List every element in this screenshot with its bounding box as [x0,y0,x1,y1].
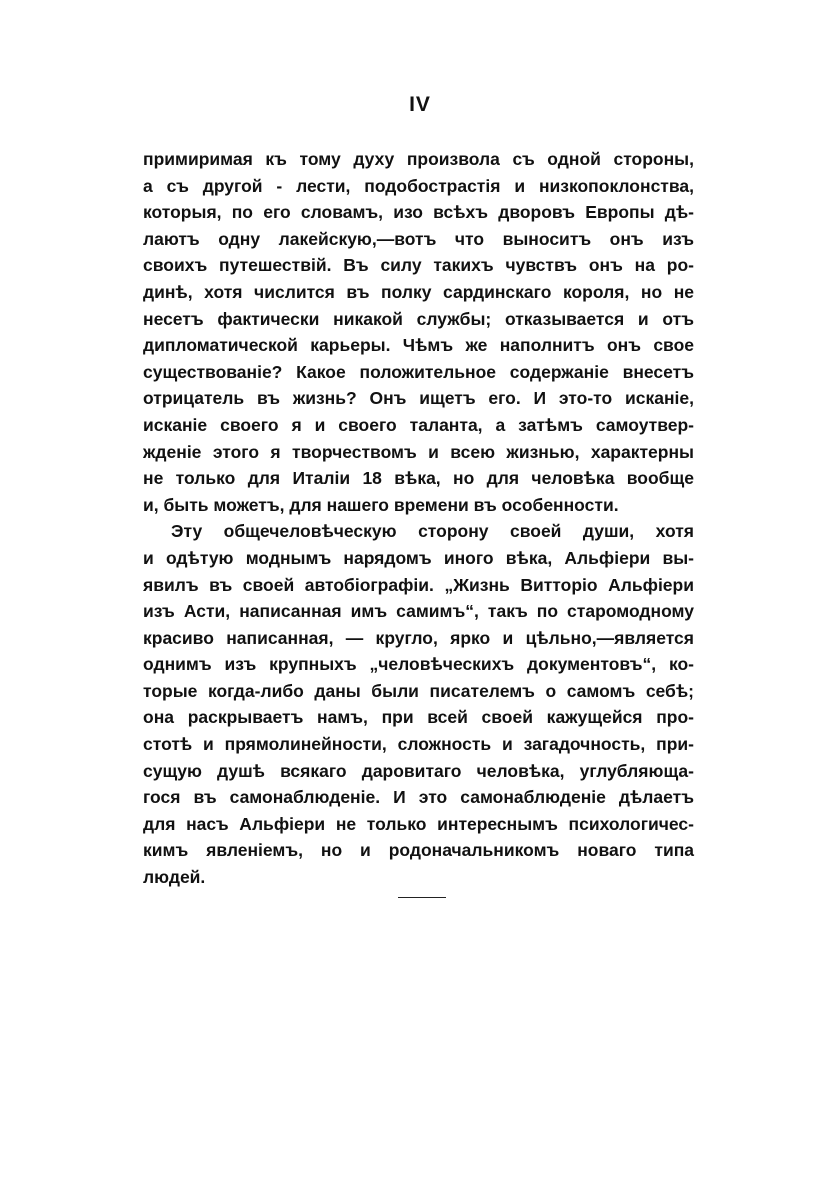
text-line: изъ Асти, написанная имъ самимъ“, такъ по старомодному [143,601,694,622]
text-line: а съ другой - лести, подобострастія и низкопоклонства, [143,175,694,196]
text-line: исканіе своего я и своего таланта, а затѣмъ самоутвер- [143,414,694,435]
text-line: и, быть можетъ, для нашего времени въ особенности. [143,494,619,515]
text-line: красиво написанная, — кругло, ярко и цѣльно,—является [143,627,694,648]
text-line: и одѣтую моднымъ нарядомъ иного вѣка, Альфіери вы- [143,547,694,568]
section-divider [398,897,446,898]
text-line: которыя, по его словамъ, изо всѣхъ дворовъ Европы дѣ- [143,202,694,223]
body-text [143,146,694,891]
text-line: торые когда-либо даны были писателемъ о самомъ себѣ; [143,680,694,701]
text-line: существованіе? Какое положительное содержаніе внесетъ [143,361,694,382]
text-line: своихъ путешествій. Въ силу такихъ чувствъ онъ на ро- [143,255,694,276]
text-line: динѣ, хотя числится въ полку сардинскаго короля, но не [143,281,694,302]
text-line: людей. [143,867,206,888]
text-line: дипломатической карьеры. Чѣмъ же наполнитъ онъ свое [143,335,694,356]
text-line: гося въ самонаблюденіе. И это самонаблюденіе дѣлаетъ [143,787,694,808]
text-line: примиримая къ тому духу произвола съ одной стороны, [143,149,694,169]
text-line: жденіе этого я творчествомъ и всею жизнью, характерны [143,441,694,462]
text-line: для насъ Альфіери не только интереснымъ психологичес- [143,813,694,834]
page-number: IV [409,93,431,116]
paragraph-1 [143,146,694,518]
text-line: несетъ фактически никакой службы; отказывается и отъ [143,308,694,329]
text-line: сущую душѣ всякаго даровитаго человѣка, углубляюща- [143,760,694,781]
text-line: она раскрываетъ намъ, при всей своей кажущейся про- [143,707,694,728]
text-line: Эту общечеловѣческую сторону своей души, хотя [171,521,694,542]
text-line: однимъ изъ крупныхъ „человѣческихъ документовъ“, ко- [143,654,694,675]
text-line: стотѣ и прямолинейности, сложность и загадочность, при- [143,734,694,755]
text-line: кимъ явленіемъ, но и родоначальникомъ новаго типа [143,840,694,861]
text-line: отрицатель въ жизнь? Онъ ищетъ его. И это-то исканіе, [143,388,694,409]
text-line: лаютъ одну лакейскую,—вотъ что выноситъ онъ изъ [143,228,694,249]
text-line: явилъ въ своей автобіографіи. „Жизнь Витторіо Альфіери [143,574,694,595]
paragraph-2 [143,518,694,890]
text-line: не только для Италіи 18 вѣка, но для человѣка вообще [143,468,694,489]
